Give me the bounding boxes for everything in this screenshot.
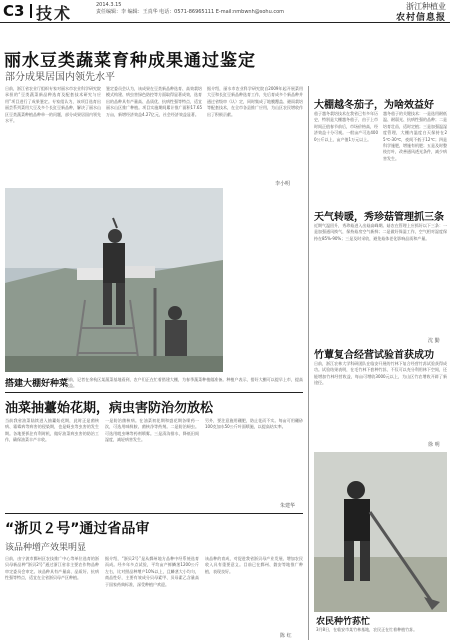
eggplant-body-col1: 茄子越冬栽培技术在我省已有多年历史，特别是大棚越冬茄子，由于上市时间正值春节前后，市场价格高，经济效益十分可观。一般亩产可达4000公斤以上，亩产值1万元以上。 — [314, 111, 378, 142]
lead-headline: 丽水豆类蔬菜育种成果通过鉴定 — [4, 51, 256, 71]
bamboo-headline: 竹蕈复合经营试验首获成功 — [314, 350, 434, 361]
editor-contact: 责任编辑：李 编辑：王真华 电话：0571-86965111 E-mail:nmbwnh@sohu.com — [96, 9, 285, 15]
zhebei-subhead: 该品种增产效果明显 — [5, 543, 87, 553]
mushroom-credit: 沈 勤 — [428, 338, 440, 344]
farmer-photo-caption-title: 农民种竹荪忙 — [316, 617, 371, 627]
lead-body-col3: 据介绍，丽水市农业科学研究院自2009年起开展菜用大豆和长豇豆新品种选育工作，先后育成多个新品种并通过省级审（认）定，同时集成了地膜覆盖、避雨栽培等配套技术，在全市各县推广应用，为山区农民增收作出了积极贡献。 — [207, 86, 303, 117]
rapeseed-body-col1: 当前我省油菜陆续进入抽薹始花期，此时正是菌核病、霜霉病等病害的侵染期，也是蚜虫等虫害的发生期。各地要抓住有利时机，做好油菜病虫害的防治工作，确保油菜丰产丰收。 — [5, 418, 99, 443]
bamboo-body: 日前，浙江农林大学科研团队在临安开展的竹林下复合经营竹荪试验获得成功。试验结果表明，在毛竹林下套种竹荪，不仅可以充分利用林下空间，还能增加竹林经营收益，每亩可增收3000元以上，为山区竹农增收开辟了新途径。 — [314, 361, 447, 386]
lead-subhead: 部分成果居国内领先水平 — [5, 72, 115, 83]
zhebei-body-col3: 该品种的育成，对促进我省浙贝母产业发展、增加农民收入具有重要意义。目前已在鄞州、磐安等地推广种植，表现良好。 — [205, 556, 303, 574]
section-code: C3 — [3, 2, 25, 20]
mushroom-body: 近期气温回升，秀珍菇进入出菇高峰期。菇农在管理上应抓好以下三条：一是加强通风换气，保持菇房空气新鲜；二是做好保湿工作，空气相对湿度保持在85%-90%；三是及时采收，避免菇体老化影响品质和产量。 — [314, 223, 447, 241]
mushroom-headline: 天气转暖，秀珍菇管理抓三条 — [314, 212, 444, 223]
masthead-meta — [96, 2, 284, 16]
column-separator — [308, 86, 309, 640]
zhebei-headline: “浙贝２号”通过省品审 — [5, 521, 150, 537]
lead-photo-caption: 日前，记者在余杭区某蔬菜基地看到，农户们正在忙着搭建大棚，为春季蔬菜种植做准备。种植户表示，搭好大棚可以提早上市，提高收益。 — [65, 377, 303, 389]
zhebei-body-col2: 据介绍，“浙贝2号”是从鄞州地方品种中经系统选育而成。经多年多点试验，平均亩产鲜鳞茎1200公斤左右，比对照品种增产10%以上，且鳞茎大小均匀，商品性好，主要有效成分贝母素甲、贝母素乙含量高于国家药典标准，深受种植户欢迎。 — [105, 556, 199, 587]
farmer-photo-caption: 3月8日，在临安市某竹林基地，农民正在忙着种植竹荪。 — [316, 627, 418, 632]
lead-body-col2: 鉴定委员会认为，该成果在豆类新品种选育、高效栽培模式构建、病虫害绿色防控等方面取得显著成效，选育出的品种具有产量高、品质优、抗病性强等特点，适宜丽水山区推广种植。项目实施期间累计推广面积17.65万亩，新增经济效益4.27亿元，社会经济效益显著。 — [106, 86, 202, 117]
newspaper-logo: 农村信息报 — [395, 13, 446, 23]
rapeseed-body-col2: 一是防治菌核病。在油菜初花期和盛花期各喷药一次，可选用咪鲜胺、菌核净等药剂。二是防治蚜虫。可选用吡虫啉等药剂喷雾。三是清沟排水，降低田间湿度，减轻病害发生。 — [105, 418, 199, 443]
greenhouse-photo — [5, 188, 223, 372]
masthead — [0, 0, 450, 23]
issue-date: 2014.3.15 — [96, 2, 122, 8]
section-name: 技术 — [36, 4, 73, 23]
lead-credit: 李小明 — [275, 181, 291, 187]
eggplant-body-col2: 越冬茄子的关键技术：一是选用耐低温、耐弱光、抗病性强的品种；二是培育壮苗，适时定植；三是加强温湿度管理，大棚内温度白天保持在25℃-30℃，夜间不低于12℃；四是科学施肥，增施有机肥；五是及时整枝打叶，改善通风透光条件，减少病害发生。 — [383, 111, 447, 161]
eggplant-headline: 大棚越冬茄子，为啥效益好 — [314, 100, 434, 111]
section-divider — [30, 4, 32, 18]
section-rule-2 — [5, 513, 303, 514]
rapeseed-headline: 油菜抽薹始花期，病虫害防治勿放松 — [5, 401, 214, 416]
rapeseed-credit: 朱建华 — [280, 503, 296, 509]
zhebei-credit: 陈 红 — [280, 633, 292, 639]
rapeseed-body-col3: 另外，要注意施用硼肥，防止花而不实。每亩可用硼砂100克加水50公斤叶面喷施，以提高结实率。 — [205, 418, 303, 430]
lead-photo-caption-title: 搭建大棚好种菜 — [5, 379, 69, 389]
greenhouse-photo-illustration — [5, 188, 223, 372]
edition-label: 浙江种植业 — [406, 2, 446, 11]
section-rule — [5, 392, 303, 393]
bamboo-credit: 徐 明 — [428, 442, 440, 448]
farmer-photo-illustration — [314, 452, 447, 612]
lead-body-col1: 日前，浙江省农业厅组织专家对丽水市农业科学研究院承担的“豆类蔬菜新品种选育及配套技术研究与应用”项目进行了成果鉴定。专家组认为，该项目选育出丽芸系列菜用大豆及多个长豇豆新品种，解决了丽水山区豆类蔬菜种植品种单一的问题，部分成果居国内领先水平。 — [5, 86, 101, 124]
zhebei-body-col1: 日前，由宁波市鄞州区农技推广中心等单位选育的浙贝母新品种“浙贝2号”通过浙江省非主要农作物品种审定委员会审定。该品种具有产量高、品质好、抗病性强等特点，适宜在全省浙贝母产区种植。 — [5, 556, 99, 581]
farmer-photo — [314, 452, 447, 612]
